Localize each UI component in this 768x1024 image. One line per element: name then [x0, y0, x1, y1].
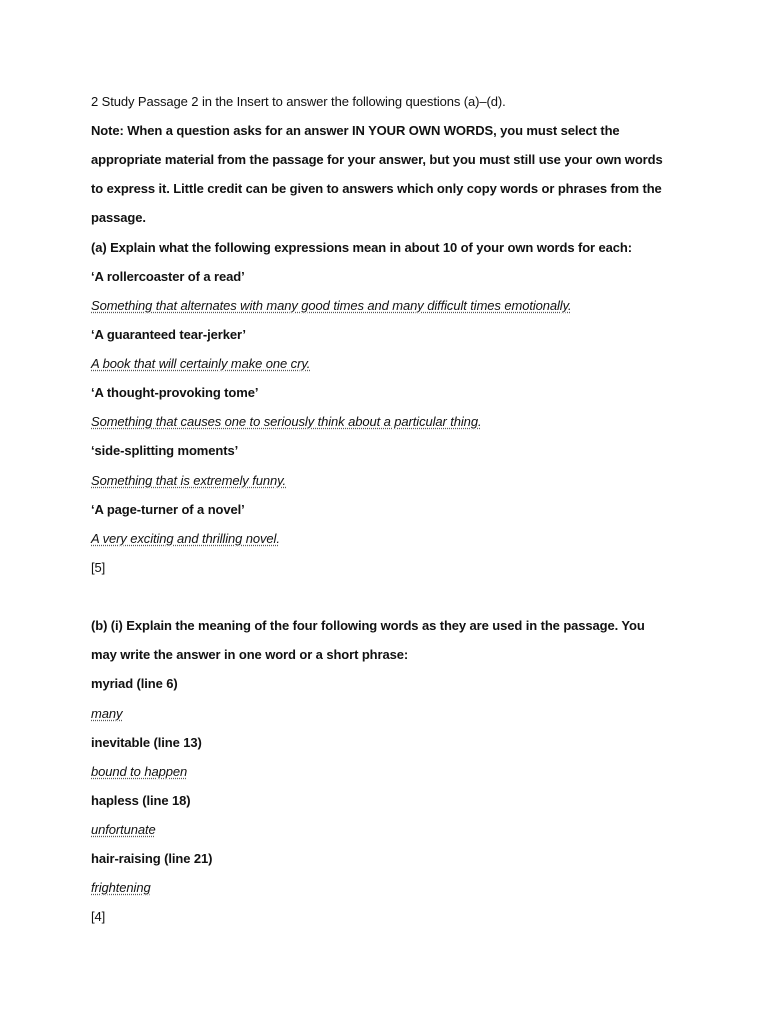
word-answer-4: frightening [91, 880, 151, 895]
part-a-marks: [5] [91, 560, 106, 575]
note-line-2: appropriate material from the passage for your answer, but you must still use your own words [91, 152, 663, 167]
note-line-3: to express it. Little credit can be given to answers which only copy words or phrases from the [91, 181, 662, 196]
expression-2: ‘A guaranteed tear-jerker’ [91, 327, 246, 342]
answer-1: Something that alternates with many good times and many difficult times emotionally. [91, 298, 572, 313]
word-3: hapless (line 18) [91, 793, 191, 808]
note-label: Note: [91, 123, 124, 138]
answer-5: A very exciting and thrilling novel. [91, 531, 280, 546]
answer-4: Something that is extremely funny. [91, 473, 287, 488]
note-line-1 [91, 123, 620, 139]
expression-5: ‘A page-turner of a novel’ [91, 502, 245, 517]
part-b-marks: [4] [91, 909, 106, 924]
word-1: myriad (line 6) [91, 676, 178, 691]
expression-4: ‘side-splitting moments’ [91, 443, 239, 458]
part-a-prompt: (a) Explain what the following expressions mean in about 10 of your own words for each: [91, 240, 632, 255]
part-b-prompt-line-1: (b) (i) Explain the meaning of the four following words as they are used in the passage. You [91, 618, 645, 633]
answer-2: A book that will certainly make one cry. [91, 356, 311, 371]
expression-3: ‘A thought-provoking tome’ [91, 385, 259, 400]
question-title: 2 Study Passage 2 in the Insert to answer the following questions (a)–(d). [91, 94, 506, 109]
answer-3: Something that causes one to seriously think about a particular thing. [91, 414, 482, 429]
word-2: inevitable (line 13) [91, 735, 202, 750]
note-text: When a question asks for an answer IN YOUR OWN WORDS, you must select the [123, 123, 620, 138]
note-line-4: passage. [91, 210, 146, 225]
expression-1: ‘A rollercoaster of a read’ [91, 269, 245, 284]
word-answer-3: unfortunate [91, 822, 156, 837]
word-answer-2: bound to happen [91, 764, 188, 779]
word-4: hair-raising (line 21) [91, 851, 213, 866]
part-b-prompt-line-2: may write the answer in one word or a short phrase: [91, 647, 409, 662]
word-answer-1: many [91, 706, 123, 721]
